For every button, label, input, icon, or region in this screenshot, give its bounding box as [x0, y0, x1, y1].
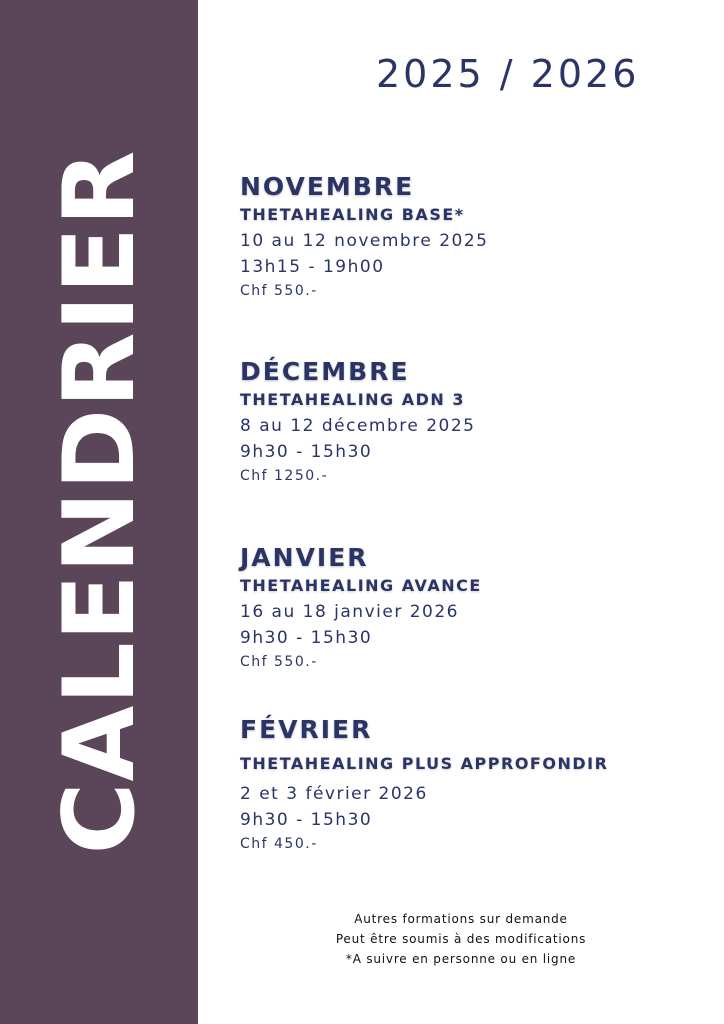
section-december	[240, 357, 476, 487]
course-price: Chf 450.-	[240, 836, 318, 852]
month-heading: NOVEMBRE	[240, 172, 415, 201]
month-heading: FÉVRIER	[240, 715, 373, 744]
calendar-title: CALENDRIER	[43, 149, 157, 855]
month-heading: DÉCEMBRE	[240, 357, 410, 386]
footer-note: Autres formations sur demande	[354, 912, 568, 926]
course-dates: 8 au 12 décembre 2025	[240, 416, 476, 436]
course-dates: 2 et 3 février 2026	[240, 784, 428, 804]
course-price: Chf 1250.-	[240, 468, 329, 484]
course-name: THETAHEALING BASE*	[240, 205, 465, 224]
course-name: THETAHEALING ADN 3	[240, 390, 465, 409]
course-name: THETAHEALING AVANCE	[240, 576, 482, 595]
course-dates: 10 au 12 novembre 2025	[240, 231, 489, 251]
school-year: 2025 / 2026	[376, 52, 640, 96]
section-november	[240, 172, 488, 302]
section-january	[240, 543, 482, 673]
course-time: 9h30 - 15h30	[240, 628, 373, 648]
course-time: 9h30 - 15h30	[240, 810, 373, 830]
course-name: THETAHEALING PLUS APPROFONDIR	[240, 754, 609, 773]
footer-notes	[198, 909, 724, 969]
sidebar-panel	[0, 0, 198, 1024]
section-february	[240, 715, 608, 855]
footer-note: *A suivre en personne ou en ligne	[345, 952, 577, 966]
course-price: Chf 550.-	[240, 654, 318, 670]
course-time: 13h15 - 19h00	[240, 257, 385, 277]
month-heading: JANVIER	[240, 543, 369, 572]
footer-note: Peut être soumis à des modifications	[335, 932, 587, 946]
course-time: 9h30 - 15h30	[240, 442, 373, 462]
course-price: Chf 550.-	[240, 283, 318, 299]
course-dates: 16 au 18 janvier 2026	[240, 602, 459, 622]
